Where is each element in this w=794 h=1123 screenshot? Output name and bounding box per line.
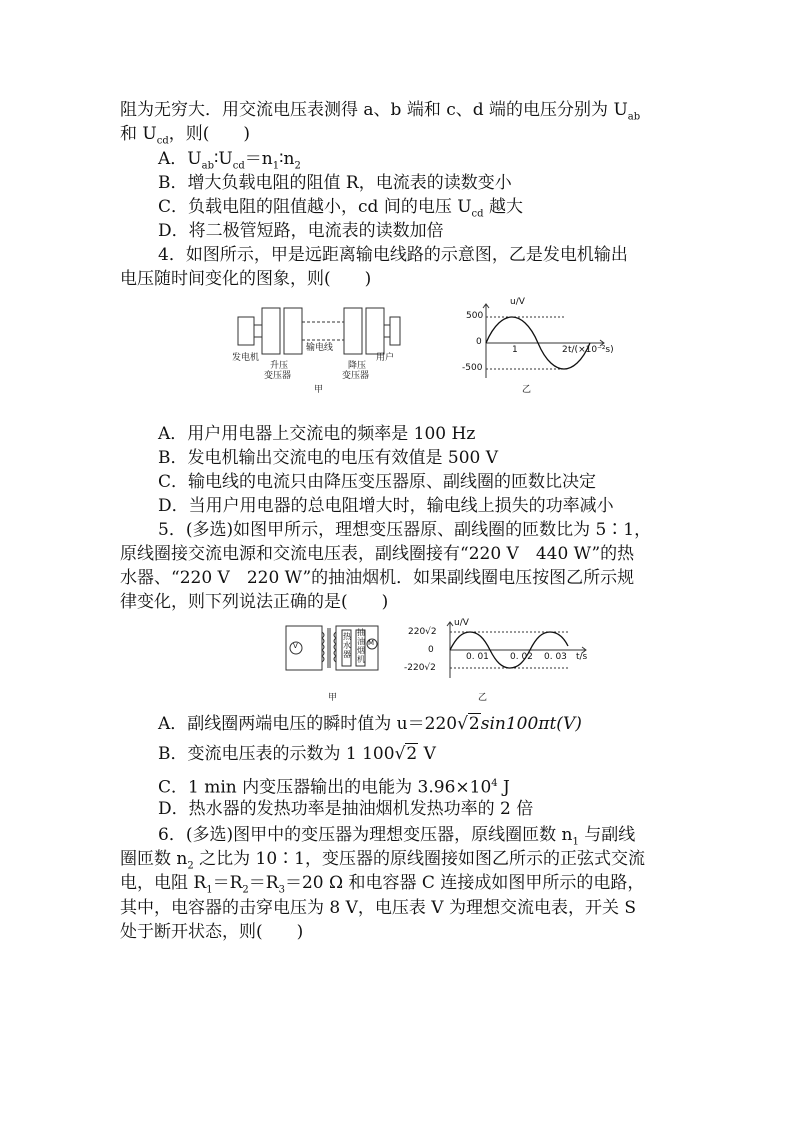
q4-graph-xtick-1: 1 xyxy=(512,345,518,355)
q5-label-hood: 抽油烟机 xyxy=(357,628,365,664)
q3-option-c: C．负载电阻的阻值越小，cd 间的电压 $U_{cd}$ 越大 xyxy=(158,197,523,220)
q4-option-d: D．当用户用电器的总电阻增大时，输电线上损失的功率减小 xyxy=(158,496,614,516)
q5-graph-xlabel: t/s xyxy=(576,652,588,662)
q3-option-b: B．增大负载电阻的阻值 R，电流表的读数变小 xyxy=(158,173,512,193)
q5-option-b: B．变流电压表的示数为 1 100√2 V xyxy=(158,744,436,764)
q5-caption-jia: 甲 xyxy=(328,693,338,703)
q5-figure-jia-transformer-circuit xyxy=(282,620,382,682)
q5-motor-icon: M xyxy=(368,639,375,647)
q5-option-d: D．热水器的发热功率是抽油烟机发热功率的 2 倍 xyxy=(158,799,534,819)
q4-graph-xlabel: t/(×10⁻²s) xyxy=(568,345,614,355)
q3-stem-line-1: 阻为无穷大．用交流电压表测得 a、b 端和 c、d 端的电压分别为 $U_{ab}$ xyxy=(120,100,641,123)
q5-graph-ytick-zero: 0 xyxy=(428,645,434,655)
q3-stem-line-2: 和 $U_{cd}$，则( ) xyxy=(120,124,251,147)
q5-graph-ytick-pos: 220√2 xyxy=(408,627,437,637)
q4-option-c: C．输电线的电流只由降压变压器原、副线圈的匝数比决定 xyxy=(158,472,597,492)
q6-stem-line-2: 圈匝数 $n_2$ 之比为 10∶1，变压器的原线圈接如图乙所示的正弦式交流 xyxy=(120,849,645,872)
q4-label-step-up-2: 变压器 xyxy=(264,371,292,381)
q4-stem-line-1: 4．如图所示，甲是远距离输电线路的示意图，乙是发电机输出 xyxy=(158,245,628,265)
q4-label-step-up-1: 升压 xyxy=(270,361,289,371)
q5-label-heater: 热水器 xyxy=(343,632,351,659)
q5-stem-line-1: 5．(多选)如图甲所示，理想变压器原、副线圈的匝数比为 5∶1， xyxy=(158,520,652,540)
q5-stem-line-3: 水器、“220 V 220 W”的抽油烟机．如果副线圈电压按图乙所示规 xyxy=(120,568,635,588)
q4-graph-ytick-neg: -500 xyxy=(462,363,483,373)
q3-option-d: D．将二极管短路，电流表的读数加倍 xyxy=(158,221,444,241)
q4-graph-ytick-pos: 500 xyxy=(466,311,484,321)
q4-label-line: 输电线 xyxy=(306,343,334,353)
q5-option-a: A．副线圈两端电压的瞬时值为 u＝220√2sin100πt(V) xyxy=(158,714,582,734)
q5-graph-xtick-2: 0. 02 xyxy=(510,652,533,662)
q5-graph-xtick-3: 0. 03 xyxy=(544,652,567,662)
q6-stem-line-5: 处于断开状态，则( ) xyxy=(120,922,304,942)
q6-stem-line-4: 其中，电容器的击穿电压为 8 V，电压表 V 为理想交流电表，开关 S xyxy=(120,898,637,918)
q4-caption-yi: 乙 xyxy=(522,385,532,395)
q4-label-generator: 发电机 xyxy=(232,353,260,363)
q4-stem-line-2: 电压随时间变化的图象，则( ) xyxy=(120,269,372,289)
q5-option-c: C．1 min 内变压器输出的电能为 $3.96\times 10^4$ J xyxy=(158,777,510,798)
q5-stem-line-2: 原线圈接交流电源和交流电压表，副线圈接有“220 V 440 W”的热 xyxy=(120,544,635,564)
q5-figure-yi-voltage-graph xyxy=(440,620,590,682)
q5-stem-line-4: 律变化，则下列说法正确的是( ) xyxy=(120,592,389,612)
q5-caption-yi: 乙 xyxy=(478,693,488,703)
q5-graph-ylabel: u/V xyxy=(454,618,469,628)
q6-stem-line-1: 6．(多选)图甲中的变压器为理想变压器，原线圈匝数 $n_1$ 与副线 xyxy=(158,825,636,848)
q4-graph-ylabel: u/V xyxy=(510,297,525,307)
q4-label-step-down-1: 降压 xyxy=(348,361,367,371)
q4-caption-jia: 甲 xyxy=(314,385,324,395)
q3-option-a: A．$U_{ab}∶U_{cd}=n_1∶n_2$ xyxy=(158,149,301,172)
q4-label-user: 用户 xyxy=(376,353,395,363)
q5-graph-xtick-1: 0. 01 xyxy=(466,652,489,662)
q6-stem-line-3: 电，电阻 $R_1=R_2=R_3=20$ Ω 和电容器 C 连接成如图甲所示的电路， xyxy=(120,873,645,896)
q5-voltmeter-icon: V xyxy=(293,642,298,650)
q5-graph-ytick-neg: -220√2 xyxy=(404,663,436,673)
q4-option-a: A．用户用电器上交流电的频率是 100 Hz xyxy=(158,424,476,444)
q4-option-b: B．发电机输出交流电的电压有效值是 500 V xyxy=(158,448,499,468)
q4-label-step-down-2: 变压器 xyxy=(342,371,370,381)
q4-graph-xtick-2: 2 xyxy=(562,345,568,355)
q4-graph-ytick-zero: 0 xyxy=(476,337,482,347)
